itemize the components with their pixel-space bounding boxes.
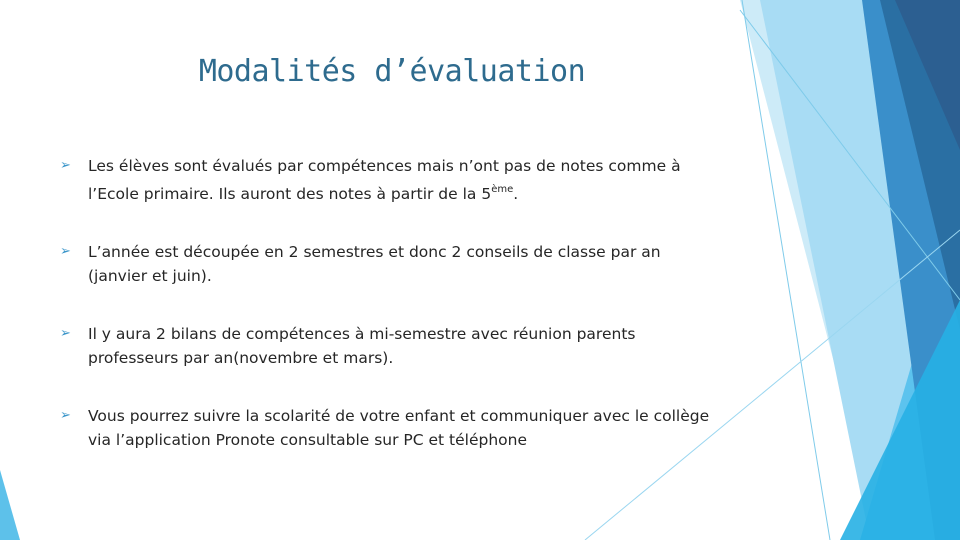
bullet-superscript: ème (491, 184, 514, 195)
bullet-text: Vous pourrez suivre la scolarité de votre enfant et communiquer avec le collège via l’application Pronote consultable sur PC et téléphone (88, 407, 710, 449)
arrowhead-bullet-icon: ➢ (60, 326, 71, 341)
left-edge-shape (0, 470, 20, 540)
arrowhead-bullet-icon: ➢ (60, 408, 71, 423)
slide-title: Modalités d’évaluation (198, 54, 586, 89)
bullet-item (60, 404, 720, 452)
bullet-text-main: Les élèves sont évalués par compétences mais n’ont pas de notes comme à l’Ecole primaire. Ils auront des notes à partir de la 5 (88, 157, 681, 203)
bullet-item (60, 322, 720, 370)
bullet-item (60, 154, 720, 206)
bullet-text: L’année est découpée en 2 semestres et donc 2 conseils de classe par an (janvier et juin). (88, 243, 661, 285)
bullet-item (60, 240, 720, 288)
arrowhead-bullet-icon: ➢ (60, 244, 71, 259)
bullet-text: Il y aura 2 bilans de compétences à mi-semestre avec réunion parents professeurs par an(novembre et mars). (88, 325, 636, 367)
arrowhead-bullet-icon: ➢ (60, 158, 71, 173)
bullet-text-end: . (513, 185, 519, 203)
bullet-list (60, 154, 720, 452)
bullet-text (88, 157, 681, 203)
